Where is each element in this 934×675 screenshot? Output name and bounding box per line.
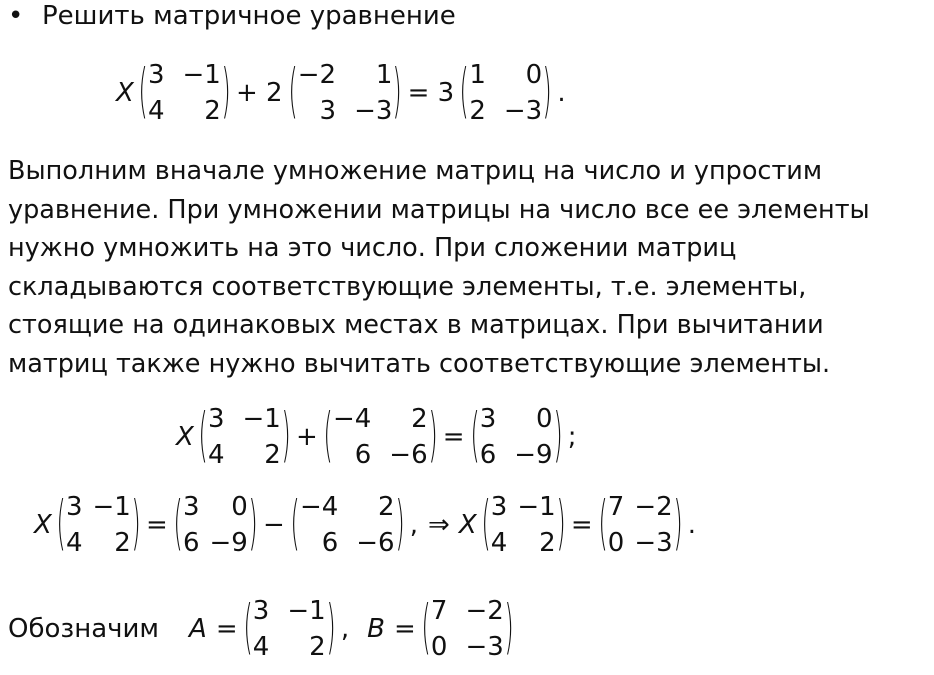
matrix-cell: 4 bbox=[252, 632, 270, 662]
left-paren: ( bbox=[323, 403, 333, 471]
matrix-cell: −3 bbox=[465, 632, 504, 662]
matrix-grid bbox=[480, 402, 553, 472]
matrix-cell: 2 bbox=[114, 528, 131, 558]
matrix-cell: 0 bbox=[525, 60, 543, 90]
matrix bbox=[173, 490, 258, 560]
left-paren: ( bbox=[470, 403, 480, 471]
operator-equals-three: = 3 bbox=[407, 78, 455, 108]
equation-2 bbox=[172, 402, 582, 472]
right-paren: ) bbox=[392, 59, 403, 127]
matrix bbox=[138, 58, 231, 128]
matrix-cell: 6 bbox=[354, 440, 372, 470]
matrix-grid bbox=[183, 490, 248, 560]
right-paren: ) bbox=[428, 403, 438, 471]
matrix-cell: −4 bbox=[332, 404, 372, 434]
matrix-cell: 1 bbox=[469, 60, 486, 90]
task-heading-text: Решить матричное уравнение bbox=[42, 1, 456, 31]
matrix bbox=[56, 490, 141, 560]
right-paren: ) bbox=[248, 491, 258, 559]
right-paren: ) bbox=[326, 595, 336, 663]
matrix-cell: −2 bbox=[634, 492, 673, 522]
left-paren: ( bbox=[290, 491, 300, 559]
right-paren: ) bbox=[553, 403, 563, 471]
matrix-grid bbox=[208, 402, 281, 472]
matrix-cell: −9 bbox=[514, 440, 553, 470]
variable-x: X bbox=[34, 510, 52, 540]
matrix-cell: −3 bbox=[354, 96, 393, 126]
matrix-cell: 3 bbox=[207, 404, 225, 434]
matrix-cell: −1 bbox=[242, 404, 281, 434]
matrix-grid bbox=[469, 58, 542, 128]
right-paren: ) bbox=[395, 491, 405, 559]
matrix-cell: −9 bbox=[209, 528, 248, 558]
matrix-cell: 1 bbox=[375, 60, 393, 90]
right-paren: ) bbox=[673, 491, 683, 559]
matrix bbox=[470, 402, 563, 472]
period: . bbox=[557, 78, 566, 108]
matrix bbox=[598, 490, 683, 560]
right-paren: ) bbox=[542, 59, 552, 127]
matrix-cell: −1 bbox=[287, 596, 326, 626]
matrix-cell: −1 bbox=[92, 492, 131, 522]
explanation-paragraph bbox=[8, 152, 870, 383]
matrix-cell: 7 bbox=[607, 492, 625, 522]
matrix-cell: −1 bbox=[517, 492, 556, 522]
semicolon: ; bbox=[567, 422, 577, 452]
matrix-cell: 3 bbox=[319, 96, 337, 126]
variable-x: X bbox=[458, 510, 477, 540]
matrix-cell: 3 bbox=[147, 60, 165, 90]
left-paren: ( bbox=[481, 491, 491, 559]
matrix-cell: 2 bbox=[469, 96, 486, 126]
matrix-cell: 4 bbox=[147, 96, 165, 126]
variable-x: X bbox=[116, 78, 134, 108]
equation-3 bbox=[30, 490, 701, 560]
left-paren: ( bbox=[459, 59, 469, 127]
left-paren: ( bbox=[243, 595, 253, 663]
left-paren: ( bbox=[198, 403, 208, 471]
matrix-cell: 0 bbox=[607, 528, 625, 558]
left-paren: ( bbox=[598, 491, 608, 559]
matrix-cell: 6 bbox=[321, 528, 339, 558]
matrix bbox=[481, 490, 566, 560]
matrix-cell: 2 bbox=[309, 632, 326, 662]
matrix-cell: 0 bbox=[536, 404, 553, 434]
right-paren: ) bbox=[221, 59, 231, 127]
matrix-grid bbox=[66, 490, 131, 560]
left-paren: ( bbox=[56, 491, 66, 559]
operator-equals: = bbox=[393, 614, 416, 644]
left-paren: ( bbox=[421, 595, 431, 663]
operator-equals: = bbox=[442, 422, 465, 452]
matrix bbox=[421, 594, 514, 664]
matrix-grid bbox=[300, 490, 395, 560]
operator-plus-two: + 2 bbox=[236, 78, 283, 108]
matrix-cell: 0 bbox=[231, 492, 248, 522]
left-paren: ( bbox=[288, 59, 298, 127]
variable-b: B bbox=[367, 614, 385, 644]
matrix-grid bbox=[148, 58, 221, 128]
matrix-grid bbox=[608, 490, 673, 560]
matrix bbox=[198, 402, 291, 472]
right-paren: ) bbox=[504, 595, 514, 663]
matrix-cell: 4 bbox=[65, 528, 83, 558]
operator-minus: − bbox=[262, 510, 285, 540]
operator-equals: = bbox=[215, 614, 238, 644]
matrix bbox=[290, 490, 405, 560]
paragraph-line: складываются соответствующие элементы, т.е. элементы, bbox=[8, 271, 807, 302]
matrix-cell: 2 bbox=[411, 404, 428, 434]
matrix-grid bbox=[491, 490, 556, 560]
task-heading bbox=[8, 0, 456, 32]
matrix-cell: 3 bbox=[479, 404, 497, 434]
notation-label: Обозначим bbox=[8, 614, 160, 644]
matrix-cell: −3 bbox=[503, 96, 543, 126]
operator-equals: = bbox=[146, 510, 168, 540]
operator-equals: = bbox=[570, 510, 593, 540]
matrix-cell: −6 bbox=[389, 440, 428, 470]
matrix-cell: 4 bbox=[490, 528, 508, 558]
matrix-cell: 6 bbox=[182, 528, 200, 558]
variable-a: A bbox=[189, 614, 207, 644]
matrix-cell: −3 bbox=[634, 528, 673, 558]
paragraph-line: стоящие на одинаковых местах в матрицах. При вычитании bbox=[8, 310, 824, 340]
paragraph-line: матриц также нужно вычитать соответствующие элементы. bbox=[8, 348, 831, 379]
bullet-icon: • bbox=[8, 1, 24, 31]
matrix-cell: 3 bbox=[182, 492, 200, 522]
matrix-cell: 2 bbox=[378, 492, 395, 522]
comma: , bbox=[409, 510, 419, 540]
right-paren: ) bbox=[281, 403, 291, 471]
left-paren: ( bbox=[138, 59, 148, 127]
implies-arrow-icon: ⇒ bbox=[428, 510, 450, 540]
period: . bbox=[687, 510, 697, 540]
matrix bbox=[323, 402, 438, 472]
matrix-cell: −2 bbox=[465, 596, 504, 626]
paragraph-line: уравнение. При умножении матрицы на число все ее элементы bbox=[8, 194, 870, 225]
matrix-cell: 3 bbox=[65, 492, 83, 522]
matrix-cell: −4 bbox=[299, 492, 339, 522]
matrix-cell: 2 bbox=[204, 96, 221, 126]
paragraph-line: Выполним вначале умножение матриц на число и упростим bbox=[8, 156, 823, 186]
matrix bbox=[243, 594, 336, 664]
paragraph-line: нужно умножить на это число. При сложении матриц bbox=[8, 233, 737, 263]
right-paren: ) bbox=[556, 491, 566, 559]
matrix-cell: 2 bbox=[264, 440, 281, 470]
comma: , bbox=[340, 614, 350, 644]
matrix-cell: −6 bbox=[356, 528, 395, 558]
matrix bbox=[459, 58, 552, 128]
matrix-cell: −1 bbox=[182, 60, 221, 90]
matrix-grid bbox=[431, 594, 504, 664]
equation-4 bbox=[8, 594, 514, 664]
matrix-cell: 3 bbox=[252, 596, 270, 626]
matrix-cell: −2 bbox=[297, 60, 337, 90]
matrix-cell: 6 bbox=[479, 440, 497, 470]
operator-plus: + bbox=[296, 422, 318, 452]
matrix-grid bbox=[298, 58, 393, 128]
matrix-cell: 3 bbox=[490, 492, 508, 522]
left-paren: ( bbox=[173, 491, 183, 559]
equation-1 bbox=[112, 58, 571, 128]
matrix-cell: 2 bbox=[539, 528, 556, 558]
matrix-grid bbox=[333, 402, 428, 472]
matrix-grid bbox=[253, 594, 326, 664]
right-paren: ) bbox=[131, 491, 141, 559]
matrix-cell: 7 bbox=[430, 596, 448, 626]
variable-x: X bbox=[176, 422, 194, 452]
matrix-cell: 0 bbox=[430, 632, 448, 662]
matrix-cell: 4 bbox=[207, 440, 225, 470]
matrix bbox=[288, 58, 403, 128]
